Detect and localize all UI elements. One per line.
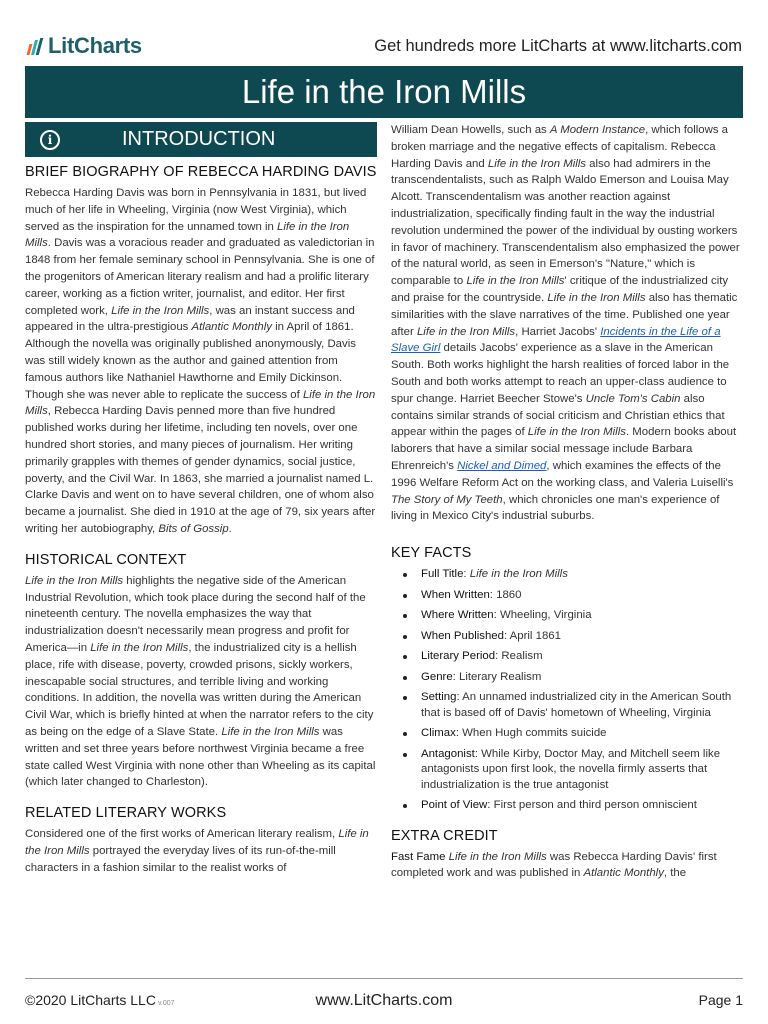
historical-context-heading: HISTORICAL CONTEXT xyxy=(25,551,187,568)
key-fact-value: Literary Realism xyxy=(459,670,542,683)
key-fact-label: Setting xyxy=(421,691,457,704)
key-fact-label: Genre xyxy=(421,670,453,683)
page-number: Page 1 xyxy=(698,992,743,1008)
key-fact-value: An unnamed industrialized city in the American South that is based off of Davis' hometown of Wheeling, Virginia xyxy=(421,691,732,719)
key-fact-label: Point of View xyxy=(421,799,488,812)
key-fact-label: Climax xyxy=(421,727,456,740)
document-title: Life in the Iron Mills xyxy=(25,66,743,118)
key-fact-item: When Written: 1860 xyxy=(391,588,743,604)
key-fact-item: Antagonist: While Kirby, Doctor May, and Mitchell seem like antagonists upon first look, the novella firmly asserts that industrialization is the true antagonist xyxy=(391,747,743,794)
logo-bars-icon xyxy=(28,38,43,55)
key-fact-item: Where Written: Wheeling, Virginia xyxy=(391,608,743,624)
related-works-section xyxy=(25,805,377,876)
info-icon: i xyxy=(40,130,60,150)
key-fact-value: Realism xyxy=(501,650,543,663)
key-fact-value: When Hugh commits suicide xyxy=(462,727,607,740)
left-column xyxy=(25,122,377,890)
biography-text: Rebecca Harding Davis was born in Pennsylvania in 1831, but lived much of her life in Wheeling, Virginia (now West Virginia), which served as the inspiration for the unnamed town in Life in the Iron Mills. Davis was a voracious reader and graduated as valedictorian in 1848 from her female seminary school in Pennsylvania. She is one of the progenitors of American literary realism and had a prolific literary career, working as a fiction writer, journalist, and editor. Her first completed work, Life in the Iron Mills, was an instant success and appeared in the ultra-prestigious Atlantic Monthly in April of 1861. Although the novella was originally published anonymously, Davis was still widely known as the author and gained attention from famous authors like Nathaniel Hawthorne and Emily Dickinson. Though she was never able to replicate the success of Life in the Iron Mills, Rebecca Harding Davis penned more than five hundred published works during her lifetime, including ten novels, over one hundred short stories, and many pieces of journalism. Her writing primarily grapples with themes of gender dynamics, social justice, poverty, and the Civil War. In 1863, she married a journalist named L. Clarke Davis and went on to have several children, one of whom also became a journalist. She died in 1910 at the age of 79, six years after writing her autobiography, Bits of Gossip. xyxy=(25,187,376,535)
copyright: ©2020 LitCharts LLC v.007 xyxy=(25,992,175,1008)
related-works-text-part2: William Dean Howells, such as A Modern Instance, which follows a broken marriage and the negative effects of capitalism. Rebecca Harding Davis and Life in the Iron Mills also had admirers in the transcendentalists, such as Ralph Waldo Emerson and Louisa May Alcott. Transcendentalism was another reaction against industrialization, specifically finding fault in the way the industrial revolution undermined the power of the individual by ousting workers in favor of machinery. Transcendentalism also emphasized the power of the natural world, as seen in Emerson's "Nature," which is comparable to Life in the Iron Mills' critique of the industrialized city and praise for the countryside. Life in the Iron Mills also has thematic similarities with the slave narratives of the time. Published one year after Life in the Iron Mills, Harriet Jacobs' Incidents in the Life of a Slave Girl details Jacobs' experience as a slave in the American South. Both works highlight the harsh realities of forced labor in the South and both works attempt to reach an upper-class audience to spur change. Harriet Beecher Stowe's Uncle Tom's Cabin also contains similar strands of social criticism and Christian ethics that appear within the pages of Life in the Iron Mills. Modern books about laborers that have a similar social message include Barbara Ehrenreich's Nickel and Dimed, which examines the effects of the 1996 Welfare Reform Act on the working class, and Valeria Luiselli's The Story of My Teeth, which chronicles one man's experience of living in Mexico City's industrial suburbs. xyxy=(391,124,740,523)
key-fact-label: Full Title xyxy=(421,568,464,581)
key-fact-label: Literary Period xyxy=(421,650,496,663)
key-fact-label: When Published xyxy=(421,629,504,642)
extra-credit-text: Fast Fame Life in the Iron Mills was Rebecca Harding Davis' first completed work and was published in Atlantic Monthly, the xyxy=(391,850,717,880)
litcharts-logo[interactable] xyxy=(28,33,142,59)
key-facts-list xyxy=(391,567,743,814)
key-fact-item: Point of View: First person and third person omniscient xyxy=(391,798,743,814)
key-facts-heading: KEY FACTS xyxy=(391,545,472,562)
extra-credit-section xyxy=(391,828,743,883)
related-works-continued xyxy=(391,122,743,525)
key-fact-item: Climax: When Hugh commits suicide xyxy=(391,726,743,742)
historical-context-section xyxy=(25,552,377,791)
historical-context-text: Life in the Iron Mills highlights the negative side of the American Industrial Revolution, which took place during the second half of the nineteenth century. The novella emphasizes the way that industrialization doesn't necessarily mean progress and profit for America—in Life in the Iron Mills, the industrialized city is a hellish place, rife with disease, poverty, crowded prisons, sickly workers, inescapable social structures, and terrible living and working conditions. In addition, the novella was written during the American Civil War, which is briefly hinted at when the narrator refers to the city as being on the edge of a Slave State. Life in the Iron Mills was written and set three years before northwest Virginia became a free state called West Virginia with none other than Wheeling as its capital (which later changed to Charleston). xyxy=(25,574,376,789)
introduction-banner xyxy=(25,122,377,157)
key-fact-item: Full Title: Life in the Iron Mills xyxy=(391,567,743,583)
right-column xyxy=(391,122,743,882)
nickel-and-dimed-link[interactable]: Nickel and Dimed xyxy=(457,459,547,472)
footer-url[interactable]: www.LitCharts.com xyxy=(315,992,453,1009)
key-fact-value: First person and third person omniscient xyxy=(493,799,697,812)
key-fact-value: April 1861 xyxy=(509,629,561,642)
incidents-link[interactable]: Incidents in the Life of a Slave Girl xyxy=(391,325,721,355)
key-fact-label: When Written xyxy=(421,588,490,601)
related-works-heading: RELATED LITERARY WORKS xyxy=(25,805,227,822)
key-fact-value: Life in the Iron Mills xyxy=(469,568,568,581)
key-fact-item: When Published: April 1861 xyxy=(391,629,743,645)
key-fact-label: Where Written xyxy=(421,609,494,622)
footer-divider xyxy=(25,978,743,979)
key-fact-item: Setting: An unnamed industrialized city in the American South that is based off of Davis' hometown of Wheeling, Virginia xyxy=(391,690,743,721)
related-works-text-part1: Considered one of the first works of American literary realism, Life in the Iron Mills portrayed the everyday lives of its run-of-the-mill characters in a fashion similar to the realist works of xyxy=(25,828,369,874)
key-fact-label: Antagonist xyxy=(421,747,475,760)
logo-text: LitCharts xyxy=(48,33,142,58)
introduction-label: INTRODUCTION xyxy=(122,128,276,150)
biography-section xyxy=(25,164,377,538)
page-header xyxy=(0,0,768,62)
header-tagline[interactable]: Get hundreds more LitCharts at www.litcharts.com xyxy=(374,37,742,55)
key-facts-section xyxy=(391,545,743,814)
key-fact-item: Genre: Literary Realism xyxy=(391,670,743,686)
key-fact-value: 1860 xyxy=(496,588,522,601)
key-fact-item: Literary Period: Realism xyxy=(391,649,743,665)
key-fact-value: Wheeling, Virginia xyxy=(499,609,592,622)
extra-credit-heading: EXTRA CREDIT xyxy=(391,827,498,844)
biography-heading: BRIEF BIOGRAPHY OF REBECCA HARDING DAVIS xyxy=(25,164,377,180)
key-fact-value: While Kirby, Doctor May, and Mitchell seem like antagonists upon first look, the novella firmly asserts that industrialization is the true antagonist xyxy=(421,747,721,791)
